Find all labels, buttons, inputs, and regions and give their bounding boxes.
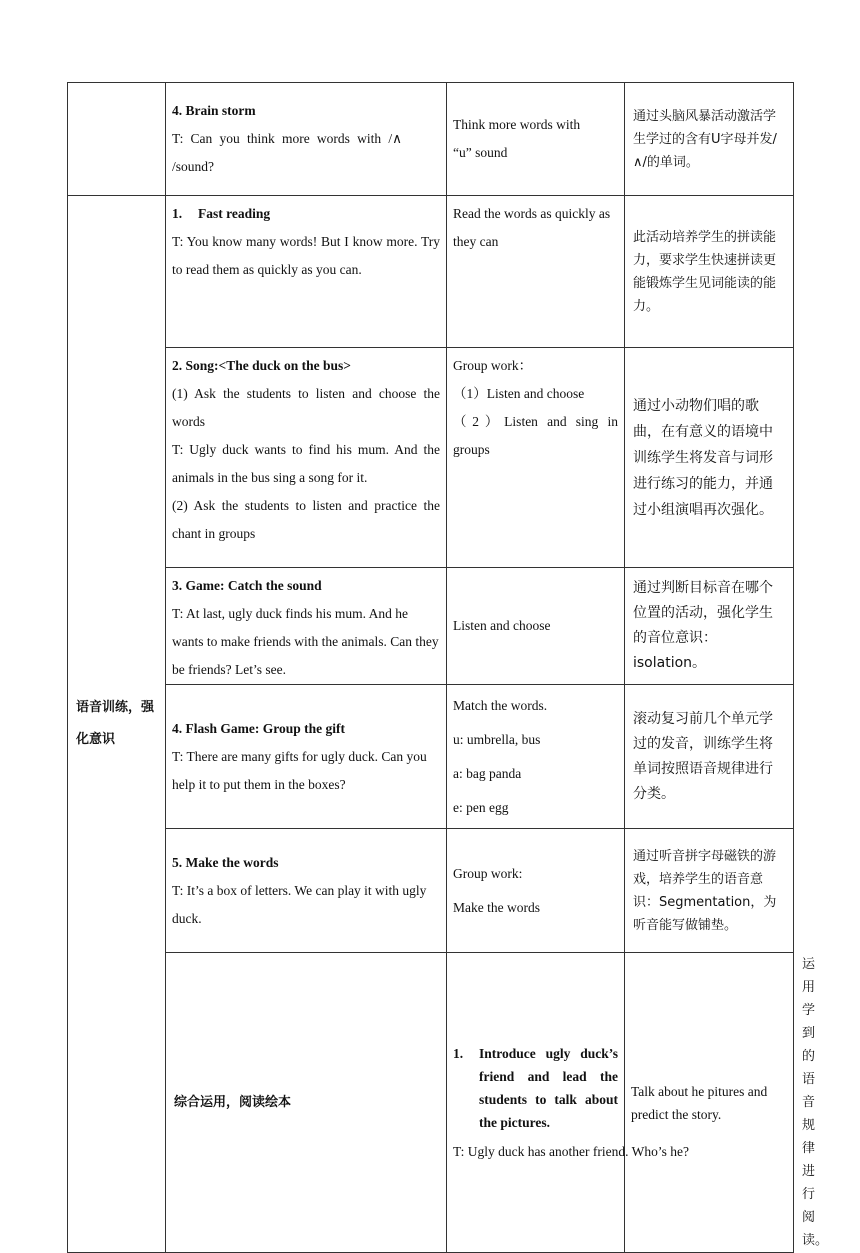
activity-cell — [166, 83, 447, 196]
lesson-plan-table — [67, 82, 829, 1253]
student-line: （2）Listen and sing in groups — [453, 414, 618, 457]
table-row — [68, 348, 794, 568]
activity-title: 4. Flash Game: Group the gift — [172, 720, 345, 736]
activity-desc: T: There are many gifts for ugly duck. Can you help it to put them in the boxes? — [172, 748, 427, 792]
activity-cell — [166, 568, 447, 685]
student-cell — [447, 568, 625, 685]
stage-cell: 综合运用，阅读绘本 — [166, 953, 447, 1253]
table-row — [68, 196, 794, 348]
activity-title: 1. Introduce ugly duck’s friend and lead the students to talk about the pictures. — [453, 1046, 618, 1130]
student-line: Talk about he pitures and predict the story. — [631, 1083, 768, 1122]
table-row — [68, 829, 794, 953]
activity-desc: T: Can you think more words with /∧ /sound? — [172, 131, 402, 174]
activity-cell — [447, 953, 690, 1253]
student-line: Make the words — [453, 899, 540, 915]
student-line: a: bag panda — [453, 765, 522, 781]
activity-title: 3. Game: Catch the sound — [172, 578, 322, 593]
student-line: e: pen egg — [453, 799, 509, 815]
student-cell — [447, 829, 625, 953]
activity-desc: T: Ugly duck has another friend. Who’s he? — [453, 1144, 690, 1159]
purpose-cell: 通过听音拼字母磁铁的游戏，培养学生的语音意识：Segmentation，为听音能写做铺垫。 — [625, 829, 794, 953]
student-line: “u” sound — [453, 145, 508, 160]
activity-cell — [166, 348, 447, 568]
activity-desc-line: (2) Ask the students to listen and practice the chant in groups — [172, 498, 440, 541]
purpose-cell: 通过小动物们唱的歌曲，在有意义的语境中训练学生将发音与词形进行练习的能力，并通过小组演唱再次强化。 — [625, 348, 794, 568]
activity-desc: T: It’s a box of letters. We can play it with ugly duck. — [172, 882, 427, 926]
purpose-cell: 滚动复习前几个单元学过的发音，训练学生将单词按照语音规律进行分类。 — [625, 685, 794, 829]
student-cell — [447, 196, 625, 348]
student-line: Listen and choose — [453, 618, 551, 633]
activity-desc-line: T: Ugly duck wants to find his mum. And the animals in the bus sing a song for it. — [172, 442, 440, 485]
purpose-cell: 通过头脑风暴活动激活学生学过的含有U字母并发/∧/的单词。 — [625, 83, 794, 196]
student-line: Think more words with — [453, 117, 581, 132]
activity-cell — [166, 685, 447, 829]
student-line: Read the words as quickly as they can — [453, 206, 611, 249]
stage-cell — [68, 83, 166, 196]
student-line: Group work: — [453, 865, 523, 881]
purpose-cell: 通过判断目标音在哪个位置的活动，强化学生的音位意识：isolation。 — [625, 568, 794, 685]
activity-cell — [166, 829, 447, 953]
purpose-cell: 此活动培养学生的拼读能力，要求学生快速拼读更能锻炼学生见词能读的能力。 — [625, 196, 794, 348]
activity-desc: T: At last, ugly duck finds his mum. And he wants to make friends with the animals. Can they be friends? Let’s see. — [172, 606, 439, 677]
activity-cell — [166, 196, 447, 348]
student-line: u: umbrella, bus — [453, 731, 541, 747]
student-cell — [447, 348, 625, 568]
student-line: （1）Listen and choose — [453, 386, 585, 401]
stage-cell: 语音训练，强化意识 — [68, 196, 166, 1253]
student-cell — [447, 685, 625, 829]
activity-desc-line: (1) Ask the students to listen and choose the words — [172, 386, 440, 429]
student-cell — [447, 83, 625, 196]
activity-title: 1. Fast reading — [172, 206, 271, 221]
table-row — [68, 685, 794, 829]
activity-desc: T: You know many words! But I know more. Try to read them as quickly as you can. — [172, 234, 440, 277]
student-cell — [625, 953, 794, 1253]
activity-title: 2. Song:<The duck on the bus> — [172, 358, 351, 373]
table-row: 综合运用，阅读绘本 1. Introduce ugly duck’s friend and lead the students to talk about the pictures. T: Ugly duck has another friend. Who’s he? Talk about he pitures and predict the story. 运用学到的语音规律进行阅读。 — [68, 953, 794, 1253]
activity-title: 4. Brain storm — [172, 103, 256, 118]
table-row — [68, 568, 794, 685]
student-line: Group work： — [453, 358, 533, 373]
table-row — [68, 83, 794, 196]
student-line: Match the words. — [453, 697, 548, 713]
activity-title: 5. Make the words — [172, 854, 279, 870]
